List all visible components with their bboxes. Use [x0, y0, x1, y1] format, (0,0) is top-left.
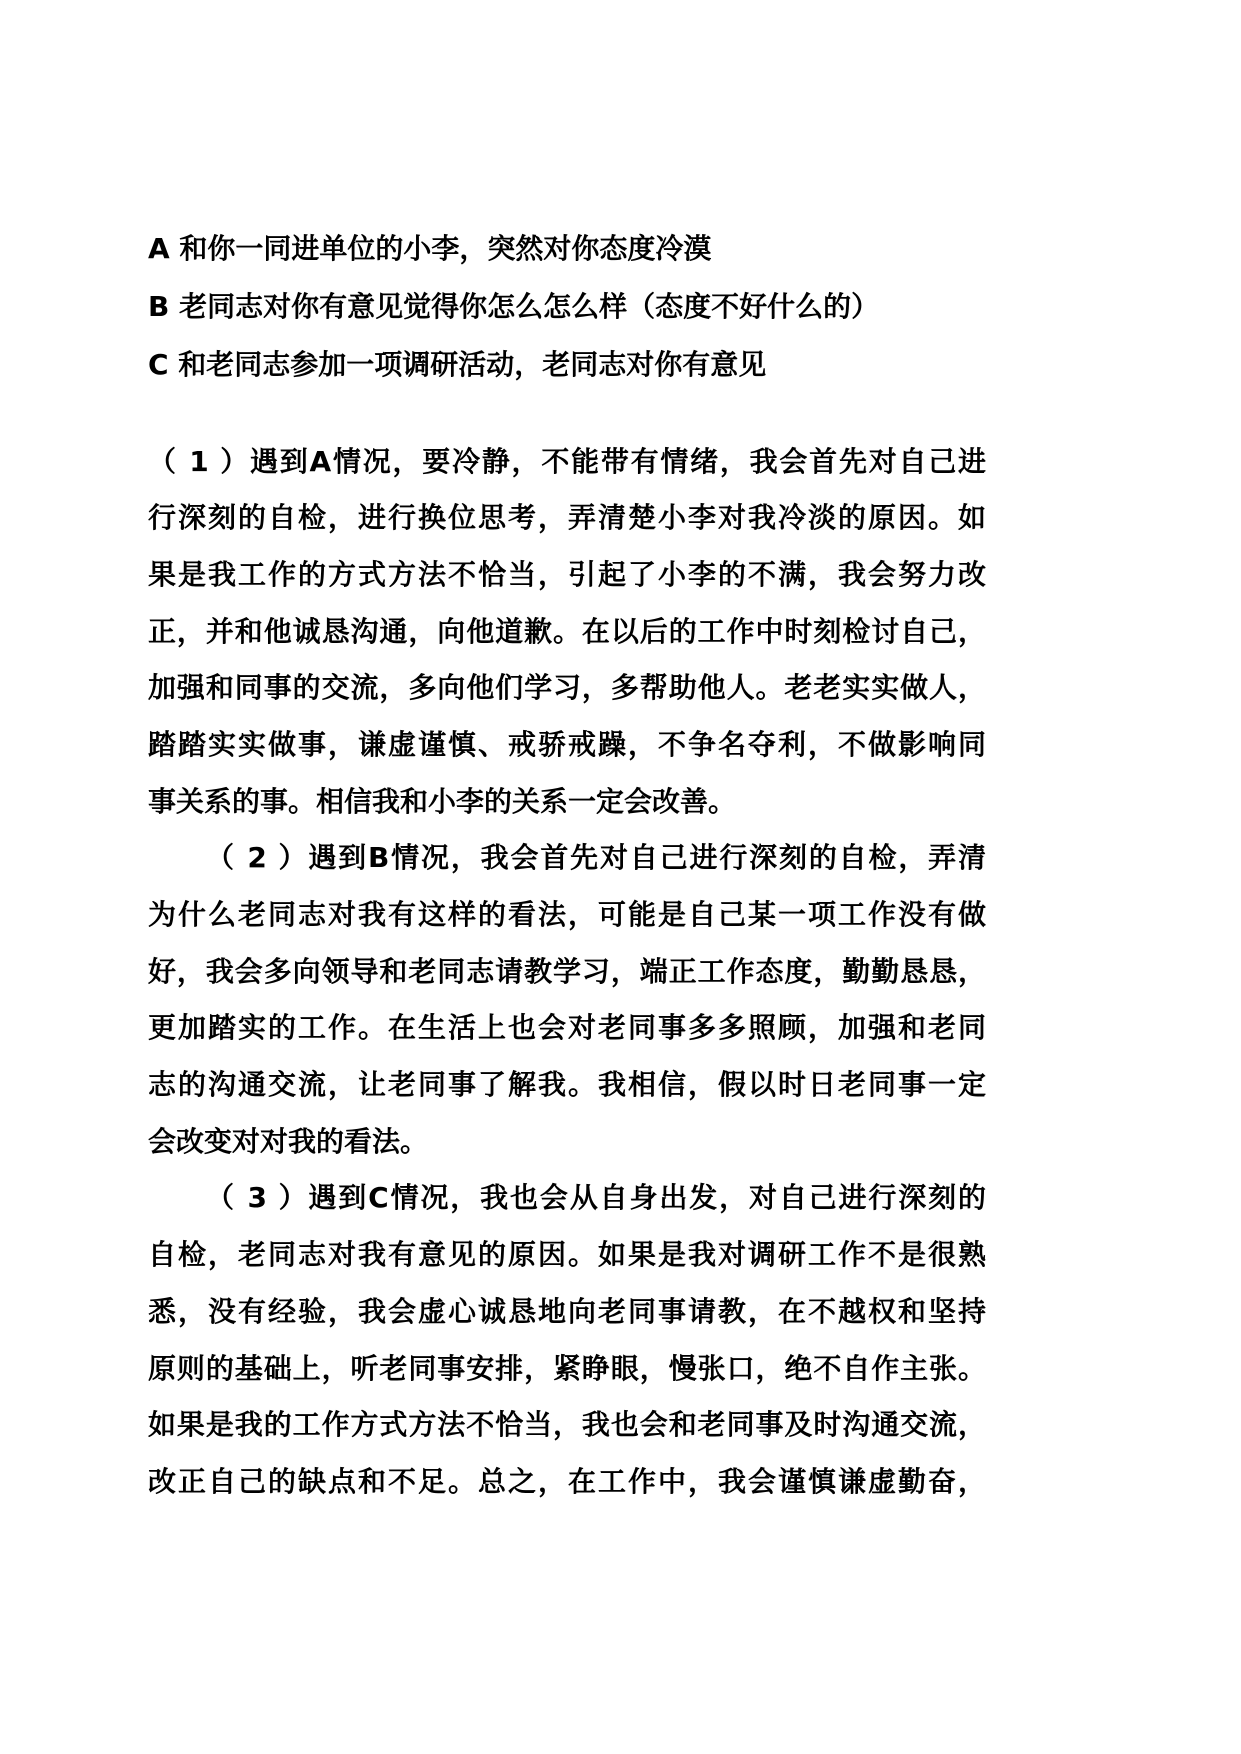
paragraph-line: 原则的基础上，听老同事安排，紧睁眼，慢张口，绝不自作主张。 [148, 1351, 986, 1385]
answer-section [148, 434, 986, 1511]
paragraph-line: 为什么老同志对我有这样的看法，可能是自己某一项工作没有做 [148, 898, 986, 931]
paragraph-line: 如果是我的工作方式方法不恰当，我也会和老同事及时沟通交流， [148, 1408, 986, 1442]
paragraph-line: 好，我会多向领导和老同志请教学习，端正工作态度，勤勤恳恳， [148, 954, 986, 988]
paragraph-line: 更加踏实的工作。在生活上也会对老同事多多照顾，加强和老同 [148, 1011, 986, 1045]
scenario-options [148, 220, 986, 394]
paragraph-line: 志的沟通交流，让老同事了解我。我相信，假以时日老同事一定 [148, 1068, 986, 1102]
paragraph-line: 会改变对对我的看法。 [148, 1124, 429, 1158]
option-c: C 和老同志参加一项调研活动，老同志对你有意见 [148, 348, 767, 381]
option-a: A 和你一同进单位的小李，突然对你态度冷漠 [148, 232, 712, 265]
answer-paragraph-1 [148, 434, 986, 831]
answer-paragraph-3 [148, 1170, 986, 1510]
paragraph-line: （ 3 ）遇到C情况，我也会从自身出发，对自己进行深刻的 [206, 1181, 986, 1215]
paragraph-line: （ 1 ）遇到A情况，要冷静，不能带有情绪，我会首先对自己进 [148, 444, 986, 478]
paragraph-line: 悉，没有经验，我会虚心诚恳地向老同事请教，在不越权和坚持 [148, 1294, 986, 1328]
paragraph-line: 正，并和他诚恳沟通，向他道歉。在以后的工作中时刻检讨自己， [148, 614, 986, 648]
paragraph-line: （ 2 ）遇到B情况，我会首先对自己进行深刻的自检，弄清 [206, 841, 986, 875]
paragraph-line: 改正自己的缺点和不足。总之，在工作中，我会谨慎谦虚勤奋， [148, 1464, 986, 1498]
paragraph-line: 自检，老同志对我有意见的原因。如果是我对调研工作不是很熟 [148, 1238, 986, 1272]
answer-paragraph-2 [148, 830, 986, 1170]
paragraph-line: 加强和同事的交流，多向他们学习，多帮助他人。老老实实做人， [148, 671, 986, 705]
paragraph-line: 果是我工作的方式方法不恰当，引起了小李的不满，我会努力改 [148, 557, 986, 591]
paragraph-line: 踏踏实实做事，谦虚谨慎、戒骄戒躁，不争名夺利，不做影响同 [148, 727, 986, 761]
paragraph-line: 行深刻的自检，进行换位思考，弄清楚小李对我冷淡的原因。如 [148, 501, 986, 535]
option-b: B 老同志对你有意见觉得你怎么怎么样（态度不好什么的） [148, 290, 880, 323]
paragraph-line: 事关系的事。相信我和小李的关系一定会改善。 [148, 784, 737, 818]
